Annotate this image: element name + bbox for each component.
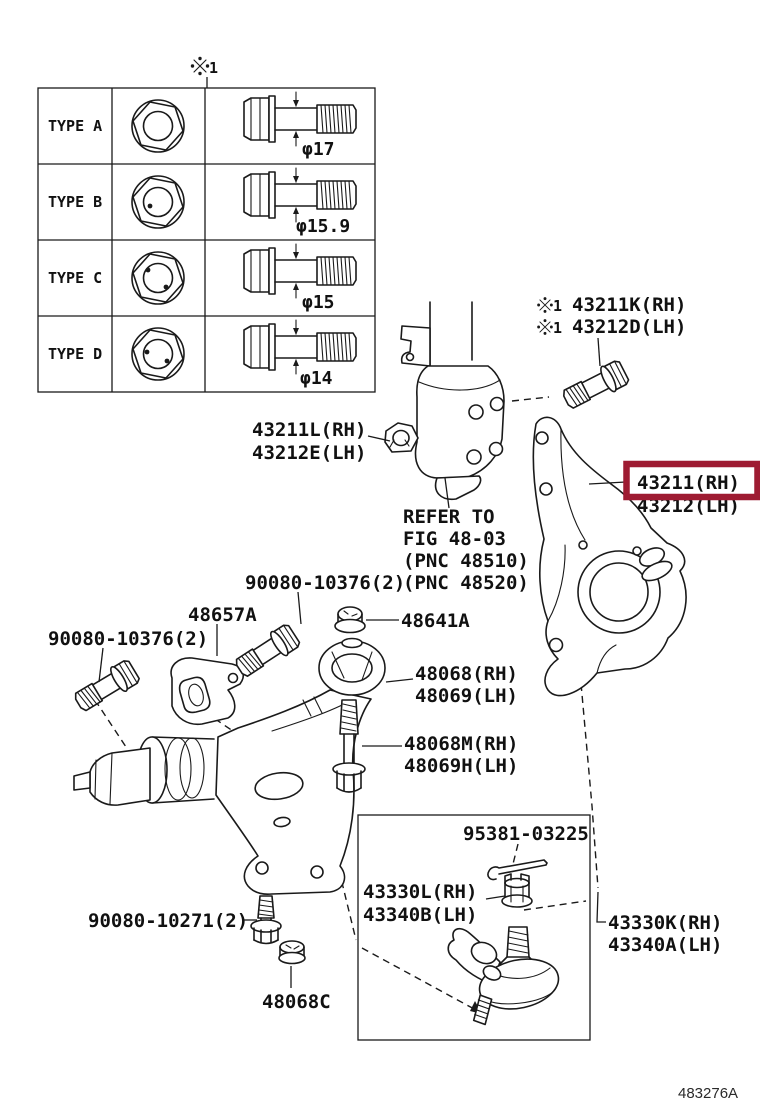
bolt-diameter-d: φ14	[300, 368, 333, 389]
refer-note-line3: (PNC 48510)	[403, 550, 529, 572]
refer-note-line1: REFER TO	[403, 506, 495, 528]
part-label-strut-nut-rh[interactable]: 43211L(RH)	[252, 419, 367, 441]
bolt-type-a-label: TYPE A	[48, 117, 103, 135]
bolt-head-view-d	[132, 328, 184, 380]
reference-mark-number: 1	[553, 319, 563, 337]
part-label-arm-rear-nut[interactable]: 48641A	[401, 610, 470, 632]
part-label-ball-joint-stud-nut[interactable]: 48068C	[262, 991, 331, 1013]
reference-mark-number: 1	[553, 297, 563, 315]
part-label-bracket[interactable]: 48657A	[188, 604, 257, 626]
part-label-cotter-pin[interactable]: 95381-03225	[463, 823, 589, 845]
refer-note-line2: FIG 48-03	[403, 528, 506, 550]
bolt-head-view-a	[132, 100, 184, 152]
bolt-type-b-label: TYPE B	[48, 193, 103, 211]
part-label-ball-joint-nut-lh[interactable]: 43340B(LH)	[363, 904, 478, 926]
bolt-diameter-a: φ17	[302, 139, 335, 160]
refer-note-line4: (PNC 48520)	[403, 572, 529, 594]
part-label-ball-joint-lh[interactable]: 43340A(LH)	[608, 934, 723, 956]
bolt-type-c-label: TYPE C	[48, 269, 103, 287]
part-label-control-arm-rh[interactable]: 48068(RH)	[415, 663, 518, 685]
part-label-control-arm-lh[interactable]: 48069(LH)	[415, 685, 518, 707]
part-label-knuckle-rh[interactable]: 43211(RH)	[637, 472, 740, 494]
part-label-strut-nut-lh[interactable]: 43212E(LH)	[252, 442, 367, 464]
part-label-arm-front-bolt-upper[interactable]: 90080-10376(2)	[245, 572, 406, 594]
figure-code: 483276A	[678, 1085, 739, 1102]
part-label-arm-stud-lh[interactable]: 48069H(LH)	[404, 755, 519, 777]
part-label-ball-joint-nut-rh[interactable]: 43330L(RH)	[363, 881, 478, 903]
part-label-ball-joint-rh[interactable]: 43330K(RH)	[608, 912, 723, 934]
bolt-diameter-c: φ15	[302, 292, 335, 313]
part-label-arm-stud-rh[interactable]: 48068M(RH)	[404, 733, 519, 755]
part-label-strut-bolt-lh[interactable]: 43212D(LH)	[572, 316, 687, 338]
bolt-head-view-b	[132, 176, 184, 228]
part-label-ball-joint-bolt[interactable]: 90080-10271(2)	[88, 910, 249, 932]
part-label-arm-front-bolt-lower[interactable]: 90080-10376(2)	[48, 628, 209, 650]
bolt-diameter-b: φ15.9	[296, 216, 351, 237]
part-label-strut-bolt-rh[interactable]: 43211K(RH)	[572, 294, 687, 316]
part-label-knuckle-lh[interactable]: 43212(LH)	[637, 495, 740, 517]
bolt-type-d-label: TYPE D	[48, 345, 103, 363]
reference-mark-number: 1	[209, 59, 219, 77]
bolt-head-view-c	[132, 252, 184, 304]
